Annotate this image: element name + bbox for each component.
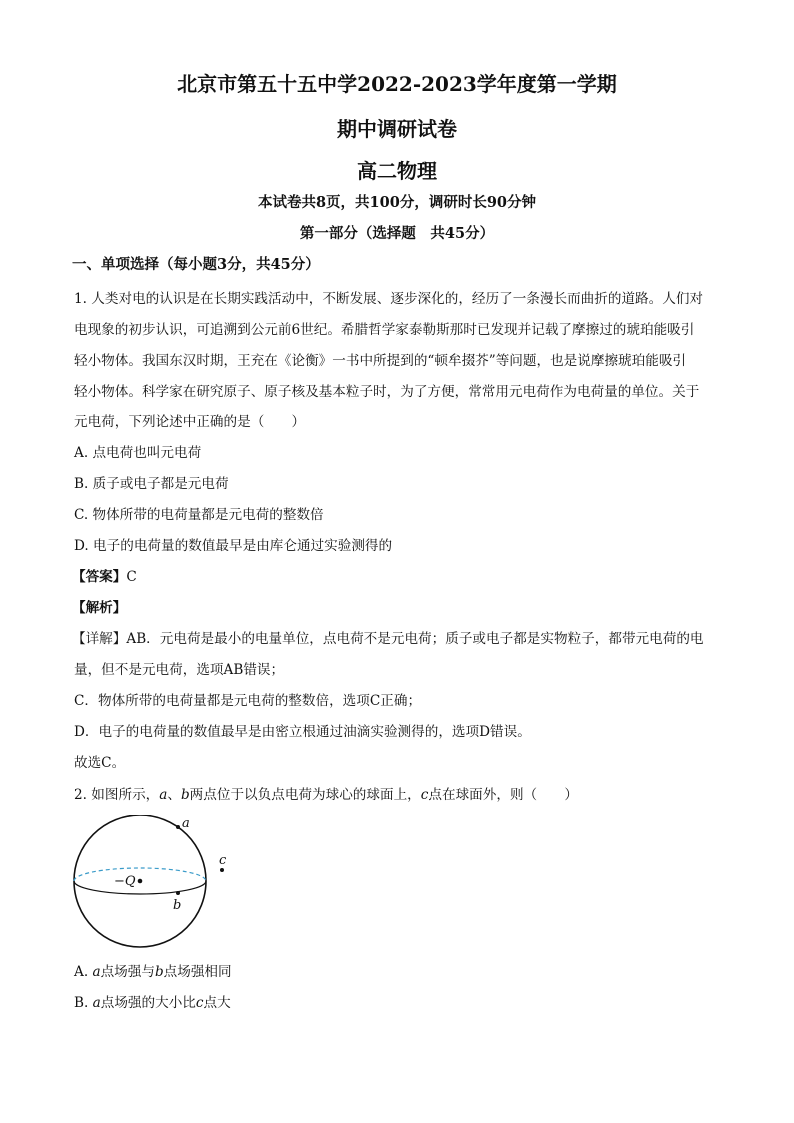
label-b: b <box>173 898 182 913</box>
q2-option-b-text-1: 点场强的大小比 <box>100 995 196 1011</box>
q2-stem-text-4: 点在球面外，则（ ） <box>428 787 578 803</box>
q1-detail-line-5: 故选C。 <box>74 755 126 771</box>
q1-option-b: B. 质子或电子都是元电荷 <box>74 476 229 492</box>
charge-point <box>138 879 143 884</box>
exam-info: 本试卷共8页，共100分，调研时长90分钟 <box>257 194 537 211</box>
q1-stem-line-1: 1. 人类对电的认识是在长期实践活动中，不断发展、逐步深化的，经历了一条漫长而曲折的道路。人们对 <box>74 291 704 307</box>
q2-option-b-var-1: a <box>92 995 101 1011</box>
exam-subject: 高二物理 <box>357 159 437 183</box>
q2-stem <box>74 785 578 805</box>
q2-stem-text-2: 、 <box>167 787 181 803</box>
q1-option-d: D. 电子的电荷量的数值最早是由库仑通过实验测得的 <box>74 538 393 554</box>
q1-analysis-label: 【解析】 <box>72 600 127 616</box>
q2-var-b: b <box>180 787 190 803</box>
q2-option-a <box>74 962 232 982</box>
label-c: c <box>219 853 227 868</box>
q2-option-b <box>74 993 231 1013</box>
label-charge: −Q <box>114 874 136 889</box>
q1-answer <box>72 567 137 587</box>
q2-option-b-var-2: c <box>195 995 204 1011</box>
q1-stem-line-2: 电现象的初步认识，可追溯到公元前6世纪。希腊哲学家泰勒斯那时已发现并记载了摩擦过的琥珀能吸引 <box>74 322 695 338</box>
q1-option-a: A. 点电荷也叫元电荷 <box>74 445 202 461</box>
q2-option-a-var-1: a <box>92 964 101 980</box>
label-a: a <box>182 816 190 831</box>
exam-subtitle: 期中调研试卷 <box>337 117 457 141</box>
q1-detail-line-2: 量，但不是元电荷，选项AB错误； <box>74 662 285 678</box>
q1-stem-line-3: 轻小物体。我国东汉时期，王充在《论衡》一书中所提到的“顿牟掇芥”等问题，也是说摩擦琥珀能吸引 <box>74 353 687 369</box>
q1-detail-line-4: D．电子的电荷量的数值最早是由密立根通过油滴实验测得的，选项D错误。 <box>74 724 531 740</box>
q1-option-c: C. 物体所带的电荷量都是元电荷的整数倍 <box>74 507 324 523</box>
q2-option-a-text-1: 点场强与 <box>100 964 155 980</box>
q1-detail-line-3: C．物体所带的电荷量都是元电荷的整数倍，选项C正确； <box>74 693 422 709</box>
section-heading: 一、单项选择（每小题3分，共45分） <box>72 256 320 273</box>
point-c <box>220 868 224 872</box>
point-a <box>176 825 180 829</box>
q1-detail-line-1: 【详解】AB．元电荷是最小的电量单位，点电荷不是元电荷；质子或电子都是实物粒子，都带元电荷的电 <box>72 631 704 647</box>
q2-option-a-text-2: 点场强相同 <box>163 964 232 980</box>
sphere-diagram <box>68 815 238 955</box>
q2-stem-text-3: 两点位于以负点电荷为球心的球面上， <box>189 787 421 803</box>
answer-value: C <box>126 569 137 585</box>
q2-option-b-prefix: B. <box>74 995 93 1011</box>
q1-stem-line-4: 轻小物体。科学家在研究原子、原子核及基本粒子时，为了方便，常常用元电荷作为电荷量的单位。关于 <box>74 384 700 400</box>
answer-label: 【答案】 <box>72 569 127 585</box>
q1-stem-line-5: 元电荷，下列论述中正确的是（ ） <box>74 414 306 430</box>
exam-title: 北京市第五十五中学2022-2023学年度第一学期 <box>177 72 617 96</box>
part-heading: 第一部分（选择题 共45分） <box>299 225 495 242</box>
q2-option-a-var-2: b <box>154 964 164 980</box>
q2-stem-text-1: 2. 如图所示， <box>74 787 160 803</box>
q2-option-a-prefix: A. <box>74 964 93 980</box>
q2-var-a: a <box>159 787 168 803</box>
q2-option-b-text-2: 点大 <box>203 995 231 1011</box>
point-b <box>176 891 180 895</box>
q2-var-c: c <box>420 787 429 803</box>
sphere-figure <box>68 815 238 955</box>
